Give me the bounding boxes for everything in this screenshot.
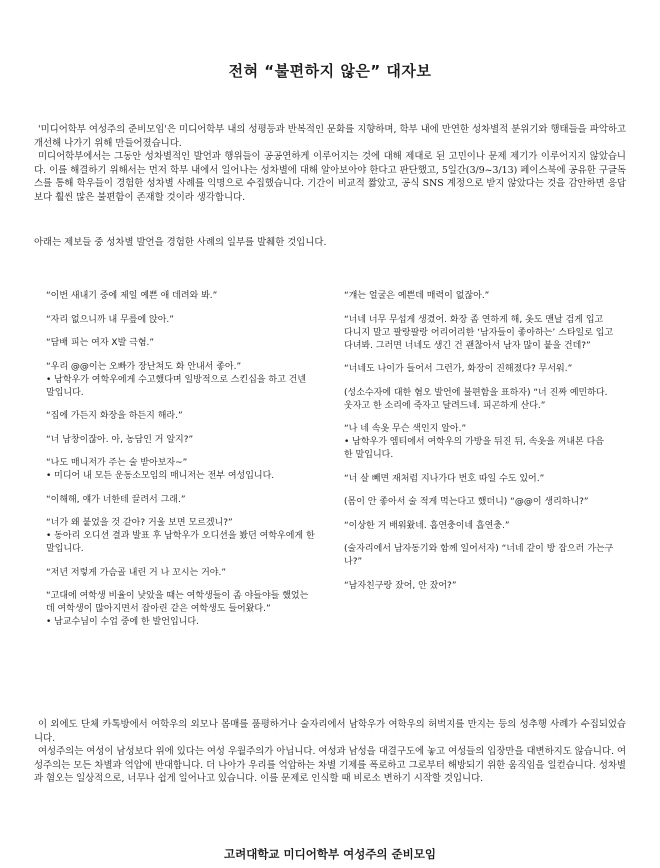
testimony-quote: “저년 저렇게 가슴골 내린 거 나 꼬시는 거야.” xyxy=(46,567,227,578)
testimony-item xyxy=(46,410,316,423)
testimony-item xyxy=(46,494,316,507)
intro-paragraph: 미디어학부에서는 그동안 성차별적인 발언과 행위들이 공공연하게 이루어지는 것에 대해 제대로 된 고민이나 문제 제기가 이루어지지 않았습니다. 이를 해결하기 위해서는 먼저 학부 내에서 일어나는 성차별에 대해 알아보아야 한다고 판단했고, 5일간(3/9~3/13) 페이스북에 공유한 구글독스를 통해 학우들이 경험한 성차별 사례를 익명으로 수집했습니다. 기간이 비교적 짧았고, 공식 SNS 계정으로 받지 않았다는 것을 감안하면 응답보다 훨씬 많은 불편함이 존재할 것이라 생각합니다. xyxy=(34,151,626,203)
intro-paragraph: '미디어학부 여성주의 준비모임'은 미디어학부 내의 성평등과 반복적인 문화를 지향하며, 학부 내에 만연한 성차별적 분위기와 행태들을 파악하고 개선해 나가기 위해 만들어졌습니다. xyxy=(34,124,626,149)
testimony-item xyxy=(46,517,316,556)
testimony-item xyxy=(46,434,316,447)
testimony-note: • 미디어 내 모든 운동소모임의 매니저는 전부 여성입니다. xyxy=(46,471,275,481)
testimony-quote: “너네도 나이가 들어서 그런가, 화장이 진해졌다? 무서워.” xyxy=(344,364,573,374)
testimony-quote: “나도 매니저가 주는 술 받아보자~” xyxy=(46,458,188,468)
lead-sentence: 아래는 제보들 중 성차별 발언을 경험한 사례의 일부를 발췌한 것입니다. xyxy=(34,237,327,248)
testimony-note: • 남교수님이 수업 중에 한 발언입니다. xyxy=(46,617,199,627)
testimony-quote: “담배 피는 여자 X발 극혐.” xyxy=(46,338,155,348)
testimony-item xyxy=(344,496,614,509)
testimony-quote: “자리 없으니까 내 무릎에 앉아.” xyxy=(46,314,174,325)
outro-paragraph: 이 외에도 단체 카톡방에서 여학우의 외모나 몸매를 품평하거나 술자리에서 남학우가 여학우의 허벅지를 만지는 등의 성추행 사례가 수집되었습니다. xyxy=(34,719,626,744)
testimony-item xyxy=(344,423,614,462)
testimony-quote: “너가 왜 붙었을 것 같아? 거울 보면 모르겠니?” xyxy=(46,518,233,528)
testimony-item xyxy=(344,580,614,593)
testimony-quote: “나 네 속옷 무슨 색인지 알아.” xyxy=(344,424,467,434)
testimony-item xyxy=(344,290,614,303)
testimony-quote: “이번 새내기 중에 제일 예쁜 애 데려와 봐.” xyxy=(46,291,218,301)
left-testimony-column xyxy=(46,290,316,640)
testimony-quote: “너 살 빼면 재처럼 지나가다 번호 따일 수도 있어.” xyxy=(344,473,545,484)
testimony-quote: “걔는 얼굴은 예쁜데 매력이 없잖아.” xyxy=(344,291,490,301)
testimony-quote: (술자리에서 남자동기와 함께 일어서자) “너네 같이 방 잡으러 가는구나?” xyxy=(344,544,614,567)
right-testimony-column xyxy=(344,290,614,603)
testimony-item xyxy=(344,314,614,353)
testimony-quote: “이해해, 얘가 너한테 끌려서 그래.” xyxy=(46,494,186,505)
testimony-item xyxy=(344,387,614,413)
testimony-item xyxy=(46,361,316,400)
testimony-note: • 남학우가 여학우에게 수고했다며 일방적으로 스킨십을 하고 건넨 말입니다. xyxy=(46,374,307,398)
testimony-item xyxy=(46,590,316,629)
testimony-quote: “너 남창이잖아. 아, 농담인 거 알지?” xyxy=(46,434,194,445)
outro-section xyxy=(34,718,626,786)
testimony-quote: (몸이 안 좋아서 술 적게 먹는다고 했더니) “@@이 생리하니?” xyxy=(344,497,589,507)
testimony-note: • 동아리 오디션 결과 발표 후 남학우가 오디션을 봤던 여학우에게 한 말입니다. xyxy=(46,531,315,554)
testimony-item xyxy=(46,314,316,327)
testimony-quote: “우리 @@이는 오빠가 장난쳐도 화 안내서 좋아.” xyxy=(46,361,242,372)
testimony-quote: “고대에 여학생 비율이 낮았을 때는 여학생들이 좀 야들야들 했었는데 여학생이 많아지면서 잡아린 같은 여학생도 들어왔다.” xyxy=(46,591,309,614)
testimony-item xyxy=(46,567,316,580)
testimony-quote: “이상한 거 배워왔네. 흡연충이네 흡연충.” xyxy=(344,520,510,531)
signature-footer: 고려대학교 미디어학부 여성주의 준비모임 xyxy=(224,847,436,861)
testimony-quote: “남자친구랑 잤어, 안 잤어?” xyxy=(344,580,457,591)
testimony-note: • 남학우가 엠티에서 여학우의 가방을 뒤진 뒤, 속옷을 꺼내본 다음 한 말입니다. xyxy=(344,437,604,460)
intro-section xyxy=(34,123,626,205)
testimony-quote: “너네 너무 무섭게 생겼어. 화장 좀 연하게 해, 옷도 맨날 검게 입고 다니지 말고 팔랑팔랑 어리어리한 ‘남자들이 좋아하는’ 스타일로 입고 다녀봐. 그러면 너네도 생긴 건 괜찮아서 남자 많이 붙을 건데?” xyxy=(344,314,614,351)
testimony-item xyxy=(344,520,614,533)
testimony-quote: “집에 가든지 화장을 하든지 해라.” xyxy=(46,411,183,421)
testimony-item xyxy=(46,457,316,483)
testimony-item xyxy=(46,290,316,303)
outro-paragraph: 여성주의는 여성이 남성보다 위에 있다는 여성 우월주의가 아닙니다. 여성과 남성을 대결구도에 놓고 여성들의 입장만을 대변하지도 않습니다. 여성주의는 모든 차별과 억압에 반대합니다. 더 나아가 우리를 억압하는 차별 기제를 폭로하고 그로부터 해방되기 위한 움직임을 일컫습니다. 성차별과 혐오는 일상적으로, 너무나 쉽게 일어나고 있습니다. 이를 문제로 인식할 때 비로소 변하기 시작할 것입니다. xyxy=(34,746,626,785)
poster-title: 전혀 “불편하지 않은” 대자보 xyxy=(228,62,432,80)
testimony-item xyxy=(46,337,316,350)
testimony-item xyxy=(344,473,614,486)
testimony-quote: (성소수자에 대한 혐오 발언에 불편함을 표하자) “너 진짜 예민하다. 웃자고 한 소리에 죽자고 달려드네. 피곤하게 산다.” xyxy=(344,387,608,411)
testimony-item xyxy=(344,543,614,569)
testimony-item xyxy=(344,363,614,376)
